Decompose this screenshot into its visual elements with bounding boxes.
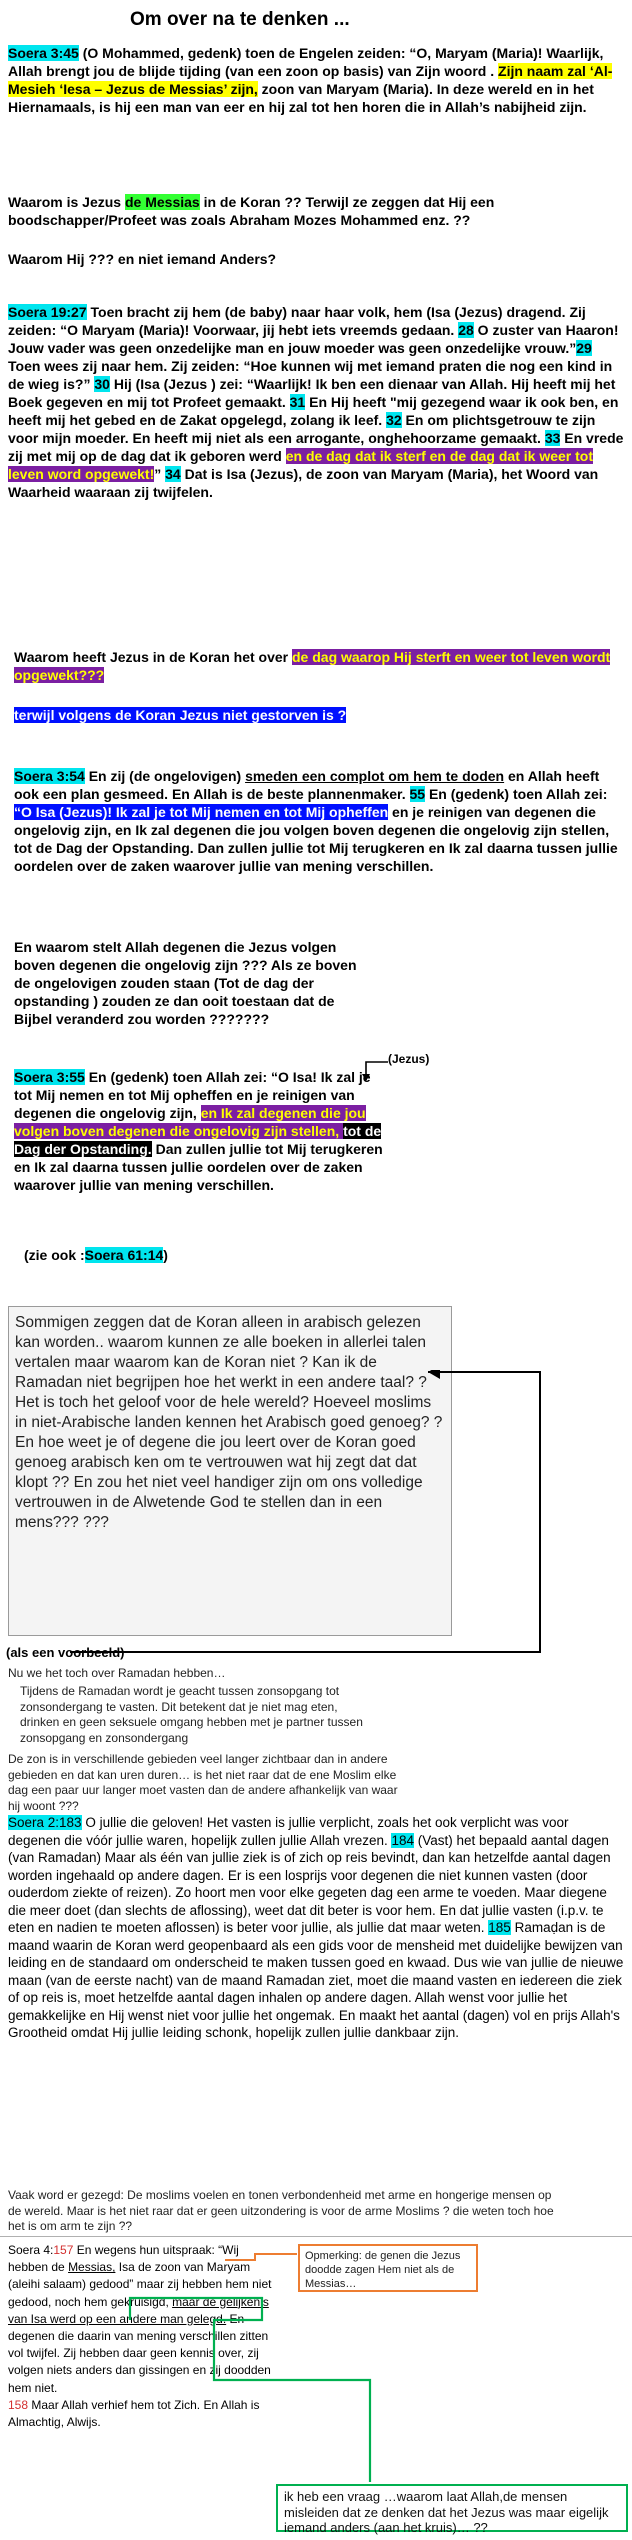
highlight-die-and-raise: en de dag dat ik sterf en de dag dat ik weer tot leven word opgewekt! [8, 448, 594, 482]
highlight-day-of-death: de dag waarop Hij sterft en weer tot leven wordt opgewekt??? [14, 649, 611, 683]
verse-ref: Soera 3:54 [14, 768, 85, 784]
question-why-him: Waarom Hij ??? en niet iemand Anders? [8, 251, 277, 267]
ramadan-intro: Nu we het toch over Ramadan hebben… [8, 1666, 226, 1680]
highlight-de-messias: de Messias [124, 194, 200, 210]
highlight-messias-name: Zijn naam zal ‘Al-Mesieh ‘Iesa – Jezus de Messias’ zijn, [8, 63, 613, 97]
verse-3-54: Soera 3:54 En zij (de ongelovigen) smeden een complot om hem te doden en Allah heeft ook een plan gesmeed. En Allah is de beste plannenmaker. 55 En (gedenk) toen Allah zei: “O Isa (Jezus)! Ik zal je tot Mij nemen en tot Mij opheffen en je reinigen van degenen die ongelovig zijn, en Ik zal degenen die jou volgen boven degenen die ongelovig zijn stellen, tot de Dag der Opstanding. Dan zullen jullie tot Mij terugkeren en Ik zal daarna tussen jullie oordelen over de zaken waarover jullie van mening verschillen. [14, 768, 618, 874]
verse-ref: Soera 2:183 [8, 1815, 82, 1830]
verse-number: 184 [391, 1832, 415, 1848]
highlight-take-and-raise: “O Isa (Jezus)! Ik zal je tot Mij nemen en tot Mij opheffen [14, 804, 389, 820]
verse-ref: Soera 61:14 [84, 1247, 164, 1263]
ramadan-fasting-explanation: Tijdens de Ramadan wordt je geacht tussen zonsopgang tot zonsondergang te vasten. Dit betekent dat je niet mag eten, drinken en geen seksuele omgang hebben met je partner tussen zonsopgang en zonsondergang [20, 1684, 363, 1745]
annotation-jezus: (Jezus) [388, 1052, 430, 1066]
verse-number: 158 [8, 2397, 29, 2412]
verse-3-55: Soera 3:55 En (gedenk) toen Allah zei: “O Isa! Ik zal je tot Mij nemen en tot Mij opheffen en je reinigen van degenen die ongelovig zijn, en Ik zal degenen die jou volgen boven degenen die ongelovig zijn stellen, tot de Dag der Opstanding. Dan zullen jullie tot Mij terugkeren en Ik zal daarna tussen jullie oordelen over de zaken waarover jullie van mening verschillen. [14, 1069, 383, 1193]
verse-19-27: Soera 19:27 Toen bracht zij hem (de baby) naar haar volk, hem (Isa (Jezus) dragend. Zij zeiden: “O Maryam (Maria)! Voorwaar, jij hebt iets vreemds gedaan. 28 O zuster van Haaron! Jouw vader was geen onzedelijke man en jouw moeder was geen onzedelijke vrouw.”29 Toen wees zij naar hem. Zij zeiden: “Hoe kunnen wij met iemand praten die nog een kind in de wieg is?” 30 Hij (Isa (Jezus ) zei: “Waarlijk! Ik ben een dienaar van Allah. Hij heeft mij het Boek gegeven en mij tot Profeet gemaakt. 31 En Hij heeft "mij gezegend waar ik ook ben, en heeft mij het gebed en de Zakat opgelegd, zolang ik leef. 32 En om plichtsgetrouw te zijn voor mijn moeder. En heeft mij niet als een arrogante, onghehoorzame gemaakt. 33 En vrede zij met mij op de dag dat ik geboren werd en de dag dat ik sterf en de dag dat ik weer tot leven word opgewekt!” 34 Dat is Isa (Jezus), de zoon van Maryam (Maria), het Woord van Waarheid waaraan zij twijfelen. [8, 304, 624, 500]
verse-number: 28 [458, 322, 474, 338]
note-orange: Opmerking: de genen die Jezus doodde zagen Hem niet als de Messias… [298, 2244, 478, 2292]
connector-arrow [0, 1370, 632, 1665]
verse-ref: Soera 3:45 [8, 45, 79, 61]
note-green-question: ik heb een vraag …waarom laat Allah,de mensen misleiden dat ze denken dat het Jezus was maar eigelijk iemand anders (aan het kruis)… ?? [276, 2484, 628, 2532]
verse-number: 34 [165, 466, 181, 482]
verse-number: 31 [289, 394, 306, 410]
highlight-followers-above: en Ik zal degenen die jou volgen boven degenen die ongelovig zijn stellen, [14, 1105, 366, 1139]
verse-number: 185 [488, 1920, 511, 1935]
underlined-likeness: maar de gelijkenis van Isa werd op een andere man gelegd. [8, 2294, 269, 2326]
example-label: (als een voorbeeld) [6, 1645, 125, 1660]
statement-not-died [14, 706, 346, 724]
ramadan-sun-question: De zon is in verschillende gebieden veel langer zichtbaar dan in andere gebieden en dat kan uren duren… is het niet raar dat de ene Moslim elke dag een paar uur langer moet vasten dan de andere afhankelijk van waar hij woont ??? [8, 1752, 398, 1813]
question-followers-above: En waarom stelt Allah degenen die Jezus volgen boven degenen die ongelovig zijn ??? Als ze boven de ongelovigen zouden staan (Tot de dag der opstanding ) zouden ze dan ooit toestaan dat de Bijbel veranderd zou worden ??????? [14, 939, 357, 1027]
verse-number: 29 [576, 340, 592, 356]
verse-number: 55 [409, 786, 426, 802]
verse-number: 157 [53, 2243, 74, 2257]
verse-number: 33 [544, 430, 561, 446]
highlight-day-of-resurrection: tot de Dag der Opstanding. [14, 1123, 382, 1157]
verse-number: 30 [94, 376, 110, 392]
verse-3-45: Soera 3:45 (O Mohammed, gedenk) toen de Engelen zeiden: “O, Maryam (Maria)! Waarlijk, Allah brengt jou de blijde tijding (van een zoon op basis) van Zijn woord . Zijn naam zal ‘Al-Mesieh ‘Iesa – Jezus de Messias’ zijn, zoon van Maryam (Maria). In deze wereld en in het Hiernamaals, is hij een man van eer en hij zal tot hen horen die in Allah’s nabijheid zijn. [8, 45, 613, 115]
verse-ref: Soera 19:27 [8, 304, 87, 320]
verse-number: 32 [386, 412, 402, 428]
divider [0, 2236, 632, 2237]
verse-ref: Soera 4: [8, 2243, 54, 2257]
underlined-plot: smeden een complot om hem te doden [245, 768, 505, 784]
quote-box-translation: Sommigen zeggen dat de Koran alleen in arabisch gelezen kan worden.. waarom kunnen ze alle boeken in allerlei talen vertalen maar waarom kan de Koran niet ? Kan ik de Ramadan niet begrijpen hoe het werkt in een andere taal? ? Het is toch het geloof voor de hele wereld? Hoeveel moslims in niet-Arabische landen kennen het Arabisch goed genoeg? ? En hoe weet je of degene die jou leert over de Koran goed genoeg arabisch ken om te vertrouwen wat hij zegt dat dat klopt ?? En zou het niet veel handiger zijn om ons volledige vertrouwen in de Alwetende God te stellen dan in een mens??? ??? [8, 1306, 452, 1636]
verse-4-157: Soera 4:157 En wegens hun uitspraak: “Wij hebben de Messias, Isa de zoon van Maryam (aleihi salaam) gedood” maar zij hebben hem niet gedood, noch hem gekruisigd, maar de gelijkenis van Isa werd op een andere man gelegd. En degenen die daarin van mening verschillen zitten vol twijfel. Zij hebben daar geen kennis over, zij volgen niets anders dan gissingen en zij doodden hem niet. 158 Maar Allah verhief hem tot Zich. En Allah is Almachtig, Alwijs. [8, 2243, 272, 2430]
underlined-messias: Messias, [68, 2260, 116, 2275]
see-also: (zie ook :Soera 61:14) [24, 1247, 168, 1263]
verse-ref: Soera 3:55 [14, 1069, 85, 1085]
page-title: Om over na te denken ... [130, 9, 350, 30]
highlight-not-died: terwijl volgens de Koran Jezus niet gestorven is ? [14, 707, 347, 723]
question-messias: Waarom is Jezus de Messias in de Koran ?? Terwijl ze zeggen dat Hij een boodschapper/Profeet was zoals Abraham Mozes Mohammed enz. ?? [8, 194, 495, 228]
verse-2-183: Soera 2:183 O jullie die geloven! Het vasten is jullie verplicht, zoals het ook verplicht was voor degenen die vóór jullie waren, hopelijk zullen jullie Allah vrezen. 184 (Vast) het bepaald aantal dagen (van Ramadan) Maar als één van jullie ziek is of zich op reis bevindt, dan kan hetzelfde aantal dagen worden ingehaald op andere dagen. Er is een losprijs voor degenen die niet kunnen vasten (door ouderdom ziekte of reizen). Zo hoort men voor elke gegeten dag een arme te voeden. Maar diegene die meer doet (dan slechts de aflossing), weet dat dit beter is voor hem. En dat jullie vasten (i.p.v. te eten en nadien te moeten aflossen) is beter voor jullie, als jullie dat maar weten. 185 Ramaḍan is de maand waarin de Koran werd geopenbaard als een gids voor de mensheid met duidelijke bewijzen van leiding en de standaard om onderscheid te maken tussen goed en kwaad. Dus wie van jullie de nieuwe maan (van de eerste nacht) van de maand Ramadan ziet, moet die maand vasten en iedereen die ziek of op reis is, moet hetzelfde aantal dagen inhalen op andere dagen. Allah wenst voor jullie het gemakkelijke en Hij wenst niet voor jullie het ongemak. En maakt het aantal (dagen) vol en prijs Allah's Grootheid omdat Hij jullie leiding schonk, hopelijk zullen jullie dankbaar zijn. [8, 1815, 624, 2040]
question-death-resurrection: Waarom heeft Jezus in de Koran het over de dag waarop Hij sterft en weer tot leven wordt opgewekt??? [14, 649, 611, 683]
statement-poor-muslims: Vaak word er gezegd: De moslims voelen en tonen verbondenheid met arme en hongerige mensen op de wereld. Maar is het niet raar dat er geen uitzondering is voor de arme Moslims ? die weten toch hoe het is om arm te zijn ?? [8, 2188, 554, 2233]
